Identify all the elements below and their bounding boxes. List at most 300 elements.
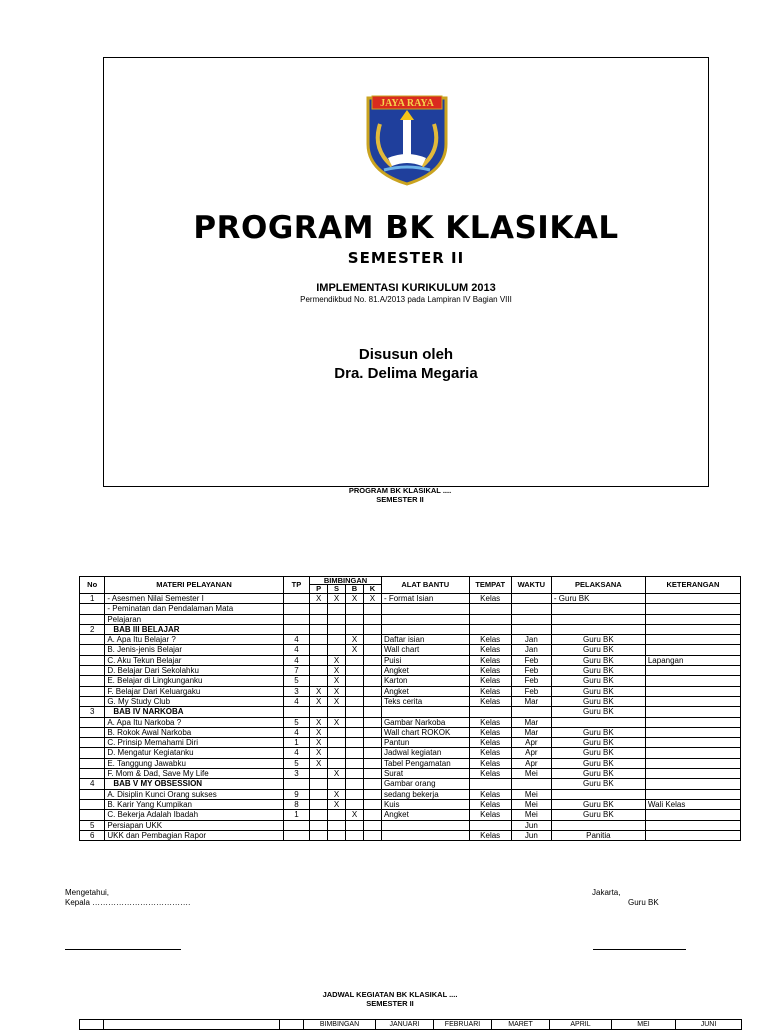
cell-tp: 4: [283, 727, 309, 737]
cell-b: [346, 727, 364, 737]
cell-no: [80, 655, 105, 665]
cover-disusun: Disusun oleh: [358, 346, 454, 363]
jadwal-header-cell: JANUARI: [376, 1020, 434, 1030]
signature-guru-bk: Guru BK: [628, 898, 659, 907]
cell-s: [328, 820, 346, 830]
cell-materi: E. Belajar di Lingkunganku: [105, 676, 283, 686]
cell-materi: - Peminatan dan Pendalaman Mata: [105, 604, 283, 614]
emblem-banner-text: JAYA RAYA: [380, 98, 434, 109]
signature-left: [65, 888, 190, 908]
header-tp: TP: [283, 577, 309, 594]
cell-p: [310, 645, 328, 655]
cell-materi: BAB V MY OBSESSION: [105, 779, 283, 789]
cell-alat: - Format Isian: [381, 594, 469, 604]
cell-tempat: Kelas: [469, 686, 511, 696]
cell-k: [363, 738, 381, 748]
table-row: [80, 676, 741, 686]
cell-materi: C. Bekerja Adalah Ibadah: [105, 810, 283, 820]
jadwal-header-cell: BIMBINGAN: [304, 1020, 376, 1030]
cell-pelaksana: Guru BK: [551, 696, 645, 706]
cell-keterangan: [645, 717, 740, 727]
jadwal-header-cell: APRIL: [550, 1020, 612, 1030]
cell-s: [328, 748, 346, 758]
cell-tp: [283, 624, 309, 634]
cell-k: X: [363, 594, 381, 604]
cell-pelaksana: [551, 717, 645, 727]
cell-k: [363, 707, 381, 717]
program-table: [79, 576, 741, 841]
cell-waktu: Mar: [511, 717, 551, 727]
table-row: [80, 635, 741, 645]
cell-keterangan: [645, 696, 740, 706]
cell-b: X: [346, 810, 364, 820]
cell-b: [346, 666, 364, 676]
cell-pelaksana: Guru BK: [551, 686, 645, 696]
cell-p: [310, 769, 328, 779]
table-row: [80, 624, 741, 634]
cell-keterangan: [645, 707, 740, 717]
table-row: [80, 707, 741, 717]
cell-no: [80, 789, 105, 799]
cell-p: X: [310, 594, 328, 604]
cell-alat: sedang bekerja: [381, 789, 469, 799]
cell-b: [346, 758, 364, 768]
table-row: [80, 604, 741, 614]
cell-waktu: Apr: [511, 748, 551, 758]
cell-tp: [283, 707, 309, 717]
cell-tempat: Kelas: [469, 799, 511, 809]
cell-tp: 1: [283, 810, 309, 820]
cell-pelaksana: Guru BK: [551, 758, 645, 768]
cell-s: [328, 727, 346, 737]
cell-keterangan: [645, 789, 740, 799]
cell-k: [363, 655, 381, 665]
cell-k: [363, 779, 381, 789]
cell-materi: B. Jenis-jenis Belajar: [105, 645, 283, 655]
cell-s: [328, 624, 346, 634]
cell-alat: Gambar orang: [381, 779, 469, 789]
cell-materi: F. Mom & Dad, Save My Life: [105, 769, 283, 779]
cell-no: 2: [80, 624, 105, 634]
cell-pelaksana: Guru BK: [551, 655, 645, 665]
header-alat: ALAT BANTU: [381, 577, 469, 594]
cell-tempat: Kelas: [469, 769, 511, 779]
cell-s: [328, 810, 346, 820]
cell-keterangan: [645, 820, 740, 830]
cell-waktu: Mei: [511, 799, 551, 809]
cell-materi: C. Prinsip Memahami Diri: [105, 738, 283, 748]
cell-s: [328, 738, 346, 748]
cell-no: 5: [80, 820, 105, 830]
table-row: [80, 758, 741, 768]
table-row: [80, 594, 741, 604]
cell-pelaksana: [551, 614, 645, 624]
cell-pelaksana: - Guru BK: [551, 594, 645, 604]
jadwal-header-row: [80, 1020, 742, 1030]
table-row: [80, 666, 741, 676]
cell-keterangan: [645, 645, 740, 655]
cell-tempat: Kelas: [469, 748, 511, 758]
cell-p: X: [310, 686, 328, 696]
cell-tp: 4: [283, 696, 309, 706]
cell-s: X: [328, 655, 346, 665]
cell-alat: Angket: [381, 666, 469, 676]
cell-materi: F. Belajar Dari Keluargaku: [105, 686, 283, 696]
table-row: [80, 645, 741, 655]
cell-tp: [283, 820, 309, 830]
cell-materi: D. Belajar Dari Sekolahku: [105, 666, 283, 676]
cell-s: X: [328, 717, 346, 727]
cell-alat: Tabel Pengamatan: [381, 758, 469, 768]
signature-mengetahui: Mengetahui,: [65, 888, 110, 897]
cell-tp: 5: [283, 758, 309, 768]
cell-b: [346, 624, 364, 634]
cell-no: 6: [80, 830, 105, 840]
cell-no: [80, 676, 105, 686]
cell-materi: B. Karir Yang Kumpikan: [105, 799, 283, 809]
cell-p: [310, 666, 328, 676]
cell-s: X: [328, 594, 346, 604]
cell-materi: BAB III BELAJAR: [105, 624, 283, 634]
cell-tp: 5: [283, 676, 309, 686]
cell-waktu: Mar: [511, 727, 551, 737]
cell-p: [310, 614, 328, 624]
cell-pelaksana: Panitia: [551, 830, 645, 840]
cell-p: X: [310, 738, 328, 748]
cell-no: [80, 635, 105, 645]
cell-tempat: Kelas: [469, 655, 511, 665]
cell-k: [363, 666, 381, 676]
cell-waktu: [511, 594, 551, 604]
header-pelaksana: PELAKSANA: [551, 577, 645, 594]
cell-alat: Surat: [381, 769, 469, 779]
cell-tempat: [469, 820, 511, 830]
cell-keterangan: [645, 727, 740, 737]
cell-waktu: [511, 604, 551, 614]
cell-materi: D. Mengatur Kegiatanku: [105, 748, 283, 758]
table-row: [80, 614, 741, 624]
cell-keterangan: [645, 624, 740, 634]
cell-materi: - Asesmen Nilai Semester I: [105, 594, 283, 604]
cell-p: X: [310, 748, 328, 758]
cell-waktu: Jun: [511, 830, 551, 840]
cell-waktu: Mei: [511, 810, 551, 820]
cell-pelaksana: Guru BK: [551, 635, 645, 645]
cell-s: X: [328, 686, 346, 696]
jadwal-header-cell: [80, 1020, 104, 1030]
cell-b: [346, 738, 364, 748]
cell-materi: C. Aku Tekun Belajar: [105, 655, 283, 665]
cell-p: [310, 820, 328, 830]
cell-waktu: [511, 624, 551, 634]
jadwal-header-cell: MEI: [612, 1020, 676, 1030]
table-row: [80, 738, 741, 748]
cell-materi: B. Rokok Awal Narkoba: [105, 727, 283, 737]
cell-b: [346, 789, 364, 799]
cell-tp: 4: [283, 645, 309, 655]
cell-p: [310, 830, 328, 840]
cell-p: [310, 707, 328, 717]
cell-s: X: [328, 676, 346, 686]
cell-no: [80, 769, 105, 779]
cell-k: [363, 820, 381, 830]
table-row: [80, 830, 741, 840]
table-row: [80, 655, 741, 665]
cell-alat: Wall chart: [381, 645, 469, 655]
jadwal-header-cell: FEBRUARI: [434, 1020, 492, 1030]
cell-keterangan: [645, 810, 740, 820]
cell-p: [310, 604, 328, 614]
cell-p: [310, 624, 328, 634]
cell-no: [80, 810, 105, 820]
cell-keterangan: Lapangan: [645, 655, 740, 665]
cell-tp: 3: [283, 769, 309, 779]
cell-keterangan: [645, 738, 740, 748]
cell-waktu: [511, 779, 551, 789]
cell-s: [328, 707, 346, 717]
table-row: [80, 810, 741, 820]
cell-k: [363, 676, 381, 686]
cell-k: [363, 799, 381, 809]
cell-no: 3: [80, 707, 105, 717]
cell-waktu: Feb: [511, 666, 551, 676]
cell-alat: Kuis: [381, 799, 469, 809]
cell-b: X: [346, 645, 364, 655]
cell-b: [346, 779, 364, 789]
cell-materi: Persiapan UKK: [105, 820, 283, 830]
cell-p: [310, 676, 328, 686]
cell-tp: 1: [283, 738, 309, 748]
cell-alat: [381, 624, 469, 634]
section2-title: [0, 990, 768, 1008]
cell-materi: UKK dan Pembagian Rapor: [105, 830, 283, 840]
cell-tp: 7: [283, 666, 309, 676]
cell-p: X: [310, 717, 328, 727]
cell-pelaksana: [551, 820, 645, 830]
cell-s: X: [328, 799, 346, 809]
cell-tempat: [469, 707, 511, 717]
signature-line-left: [65, 949, 181, 950]
cell-waktu: Feb: [511, 686, 551, 696]
cell-tempat: Kelas: [469, 738, 511, 748]
cell-keterangan: [645, 779, 740, 789]
cell-no: [80, 758, 105, 768]
cell-k: [363, 748, 381, 758]
cell-waktu: Apr: [511, 738, 551, 748]
cell-p: [310, 810, 328, 820]
jadwal-header-cell: [280, 1020, 304, 1030]
cell-pelaksana: [551, 789, 645, 799]
cell-p: X: [310, 758, 328, 768]
table-row: [80, 696, 741, 706]
cell-s: [328, 645, 346, 655]
cell-no: [80, 738, 105, 748]
cell-no: [80, 645, 105, 655]
cell-tp: 4: [283, 655, 309, 665]
cell-pelaksana: Guru BK: [551, 727, 645, 737]
cell-s: [328, 635, 346, 645]
signature-jakarta: Jakarta,: [592, 888, 621, 897]
cell-s: [328, 779, 346, 789]
cell-k: [363, 635, 381, 645]
cell-tempat: [469, 779, 511, 789]
cell-tp: [283, 604, 309, 614]
cover-permendikbud: Permendikbud No. 81.A/2013 pada Lampiran IV Bagian VIII: [300, 295, 512, 304]
cell-waktu: Jan: [511, 645, 551, 655]
cell-s: [328, 830, 346, 840]
cell-pelaksana: [551, 624, 645, 634]
table-row: [80, 727, 741, 737]
cell-b: [346, 604, 364, 614]
cell-tempat: [469, 604, 511, 614]
cell-no: [80, 686, 105, 696]
cell-s: X: [328, 666, 346, 676]
cell-pelaksana: Guru BK: [551, 676, 645, 686]
cell-tempat: Kelas: [469, 645, 511, 655]
cell-k: [363, 758, 381, 768]
cell-alat: Pantun: [381, 738, 469, 748]
cell-pelaksana: Guru BK: [551, 779, 645, 789]
jadwal-header-cell: JUNI: [676, 1020, 742, 1030]
header-no: No: [80, 577, 105, 594]
jadwal-table: [79, 1019, 742, 1030]
cell-waktu: Mei: [511, 769, 551, 779]
cover-implementasi: IMPLEMENTASI KURIKULUM 2013: [316, 282, 496, 294]
table-row: [80, 769, 741, 779]
cell-pelaksana: Guru BK: [551, 738, 645, 748]
cell-materi: G. My Study Club: [105, 696, 283, 706]
cell-keterangan: [645, 830, 740, 840]
cell-k: [363, 830, 381, 840]
section1-title: [0, 486, 768, 504]
cell-keterangan: [645, 676, 740, 686]
cell-tempat: Kelas: [469, 717, 511, 727]
cell-b: [346, 655, 364, 665]
cell-tp: 8: [283, 799, 309, 809]
cell-alat: [381, 830, 469, 840]
cell-k: [363, 810, 381, 820]
cell-no: [80, 666, 105, 676]
section2-title-text: JADWAL KEGIATAN BK KLASIKAL ....: [322, 990, 458, 999]
cell-tempat: Kelas: [469, 789, 511, 799]
signature-right: [592, 888, 659, 908]
table-row: [80, 789, 741, 799]
cover-author: Dra. Delima Megaria: [334, 365, 478, 382]
section2-semester-text: SEMESTER II: [366, 999, 414, 1008]
cell-b: X: [346, 635, 364, 645]
table-row: [80, 748, 741, 758]
cell-keterangan: [645, 594, 740, 604]
jaya-raya-emblem: [362, 94, 452, 186]
header-k: K: [363, 585, 381, 594]
cell-waktu: Mei: [511, 789, 551, 799]
cell-tp: 3: [283, 686, 309, 696]
cell-tp: 4: [283, 635, 309, 645]
cell-tp: [283, 614, 309, 624]
cell-p: [310, 789, 328, 799]
cell-keterangan: [645, 614, 740, 624]
cell-materi: E. Tanggung Jawabku: [105, 758, 283, 768]
cell-no: [80, 604, 105, 614]
cell-p: X: [310, 727, 328, 737]
cell-p: [310, 655, 328, 665]
cell-s: [328, 604, 346, 614]
cell-pelaksana: Guru BK: [551, 645, 645, 655]
cell-keterangan: Wali Kelas: [645, 799, 740, 809]
cell-k: [363, 769, 381, 779]
table-row: [80, 799, 741, 809]
cell-keterangan: [645, 604, 740, 614]
cell-waktu: Apr: [511, 758, 551, 768]
cell-pelaksana: Guru BK: [551, 769, 645, 779]
cell-tempat: Kelas: [469, 810, 511, 820]
cell-k: [363, 645, 381, 655]
cell-b: [346, 769, 364, 779]
cell-pelaksana: Guru BK: [551, 799, 645, 809]
cell-k: [363, 624, 381, 634]
section1-title-text: PROGRAM BK KLASIKAL ....: [348, 486, 452, 495]
cell-pelaksana: Guru BK: [551, 748, 645, 758]
cell-no: 1: [80, 594, 105, 604]
cell-materi: A. Disiplin Kunci Orang sukses: [105, 789, 283, 799]
cell-no: [80, 727, 105, 737]
cell-alat: Wall chart ROKOK: [381, 727, 469, 737]
cell-alat: [381, 707, 469, 717]
cell-s: X: [328, 769, 346, 779]
cell-waktu: Mar: [511, 696, 551, 706]
cell-alat: Teks cerita: [381, 696, 469, 706]
cover-title: PROGRAM BK KLASIKAL: [193, 210, 619, 246]
cell-b: [346, 686, 364, 696]
table-row: [80, 779, 741, 789]
cell-no: 4: [80, 779, 105, 789]
cell-s: [328, 614, 346, 624]
cell-pelaksana: Guru BK: [551, 666, 645, 676]
cell-tp: 5: [283, 717, 309, 727]
jadwal-header-cell: MARET: [492, 1020, 550, 1030]
cell-p: X: [310, 696, 328, 706]
cell-alat: Daftar isian: [381, 635, 469, 645]
header-s: S: [328, 585, 346, 594]
cell-s: X: [328, 696, 346, 706]
cell-tempat: Kelas: [469, 635, 511, 645]
cell-pelaksana: [551, 604, 645, 614]
cell-keterangan: [645, 666, 740, 676]
cell-k: [363, 727, 381, 737]
cell-waktu: Feb: [511, 676, 551, 686]
cell-s: [328, 758, 346, 768]
cell-no: [80, 799, 105, 809]
cell-b: [346, 707, 364, 717]
cell-b: [346, 820, 364, 830]
cell-alat: Puisi: [381, 655, 469, 665]
cell-k: [363, 696, 381, 706]
cell-b: [346, 676, 364, 686]
header-materi: MATERI PELAYANAN: [105, 577, 283, 594]
cell-keterangan: [645, 769, 740, 779]
header-b: B: [346, 585, 364, 594]
cell-keterangan: [645, 748, 740, 758]
header-keterangan: KETERANGAN: [645, 577, 740, 594]
cell-no: [80, 717, 105, 727]
cell-alat: [381, 820, 469, 830]
cell-b: [346, 799, 364, 809]
signature-kepala: Kepala ……………………………….: [65, 898, 191, 907]
cell-b: [346, 748, 364, 758]
cell-p: [310, 779, 328, 789]
cell-b: [346, 717, 364, 727]
cell-tempat: Kelas: [469, 696, 511, 706]
